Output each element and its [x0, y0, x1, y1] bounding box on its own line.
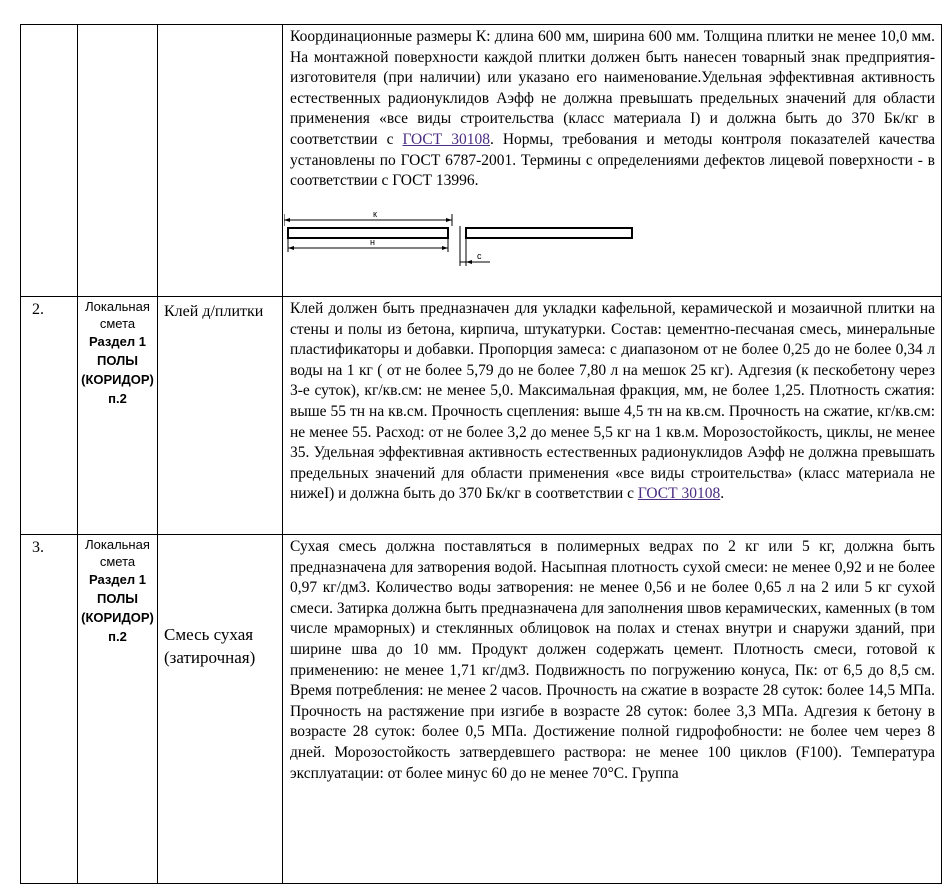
- smeta-section: Раздел 1 ПОЛЫ (КОРИДОР) п.2: [81, 334, 154, 406]
- tile-shape: [288, 228, 448, 238]
- description-cell: [283, 25, 942, 297]
- description-text: Сухая смесь должна поставляться в полимерных ведрах по 2 кг или 5 кг, должна быть предназначена для затворения водой. Насыпная плотность сухой смеси: не менее 0,92 и не более 0,97 кг/дм3. Количество воды затворения: не менее 0,56 и не более 0,65 л на 2 или 5 кг сухой смеси. Затирка должна быть предназначена для заполнения швов керамических, каменных (в том числе мраморных) и стеклянных облицовок на полах и стенах внутри и снаружи зданий, при ширине шва до 10 мм. Продукт должен содержать цемент. Плотность смеси, готовой к применению: не менее 1,71 кг/дм3. Подвижность по погружению конуса, Пк: от 6,5 до 8,5 см. Время потребления: не менее 2 часов. Прочность на сжатие в возрасте 28 суток: более 14,5 МПа. Прочность на растяжение при изгибе в возрасте 28 суток: более 3,3 МПа. Адгезия к бетону в возрасте 28 суток: более 0,5 МПа. Достижение полной гидрофобности: не более чем через 8 дней. Морозостойкость затвердевшего раствора: не менее 100 циклов (F100). Температура эксплуатации: от более минус 60 до не менее 70°С. Группа: [290, 538, 935, 782]
- row-number: 3.: [21, 535, 78, 884]
- smeta-cell: [78, 535, 158, 884]
- material-name: Клей д/плитки: [158, 297, 283, 535]
- tile-shape: [466, 228, 632, 238]
- smeta-label: Локальная смета: [85, 537, 150, 569]
- smeta-cell: [78, 297, 158, 535]
- label-h: н: [370, 236, 375, 247]
- row-number-cell: [21, 25, 78, 297]
- label-k: к: [373, 208, 377, 219]
- gost-30108-link[interactable]: ГОСТ 30108: [402, 130, 490, 148]
- description-cell: [283, 535, 942, 884]
- description-cell: [283, 297, 942, 535]
- description-text: Координационные размеры К: длина 600 мм, ширина 600 мм. Толщина плитки не менее 10,0 мм. На монтажной поверхности каждой плитки должен быть нанесен товарный знак предприятия-изготовителя (при наличии) или указано его наименование.Удельная эффективная активность естественных радионуклидов Аэфф не должна превышать предельных значений для области применения «все виды строительства (класс материала I) и должна быть до 370 Бк/кг в соответствии с ГОСТ 30108. Нормы, требования и методы контроля показателей качества установлены по ГОСТ 6787-2001. Термины с определениями дефектов лицевой поверхности - в соответствии с ГОСТ 13996.: [290, 28, 936, 190]
- table-row: [21, 535, 942, 884]
- smeta-label: Локальная смета: [85, 299, 150, 331]
- arrow-left: [284, 218, 290, 222]
- spec-table: [20, 24, 942, 884]
- smeta-cell: [78, 25, 158, 297]
- arrow-right: [446, 218, 452, 222]
- name-cell: [158, 25, 283, 297]
- tile-dimension-diagram: [284, 206, 644, 272]
- description-text: Клей должен быть предназначен для укладки кафельной, керамической и мозаичной плитки на стены и полы из бетона, кирпича, штукатурки. Состав: цементно-песчаная смесь, минеральные пластификаторы и добавки. Пропорция замеса: с диапазоном от не более 0,25 до не более 0,34 л воды на 1 кг ( от не более 5,79 до не более 7,80 л на мешок 25 кг). Адгезия (к пескобетону через 3-е суток), кг/кв.см: не менее 5,0. Максимальная фракция, мм, не более 1,25. Плотность сжатия: выше 55 тн на кв.см. Прочность сцепления: выше 4,5 тн на кв.см. Прочность на сжатие, кг/кв.см: не менее 55. Расход: от не более 3,2 до менее 5,5 кг на 1 кв.м. Морозостойкость, циклы, не менее 35. Удельная эффективная активность естественных радионуклидов Аэфф не должна превышать предельных значений для области применения «все виды строительства» (класс материала не нижеI) и должна быть до 370 Бк/кг в соответствии с ГОСТ 30108.: [290, 300, 935, 503]
- table-row: [21, 297, 942, 535]
- label-c: с: [477, 250, 482, 261]
- row-number: 2.: [21, 297, 78, 535]
- smeta-section: Раздел 1 ПОЛЫ (КОРИДОР) п.2: [81, 572, 154, 644]
- material-name: Смесь сухая (затирочная): [158, 535, 283, 884]
- table-row: [21, 25, 942, 297]
- gost-30108-link[interactable]: ГОСТ 30108: [637, 485, 721, 503]
